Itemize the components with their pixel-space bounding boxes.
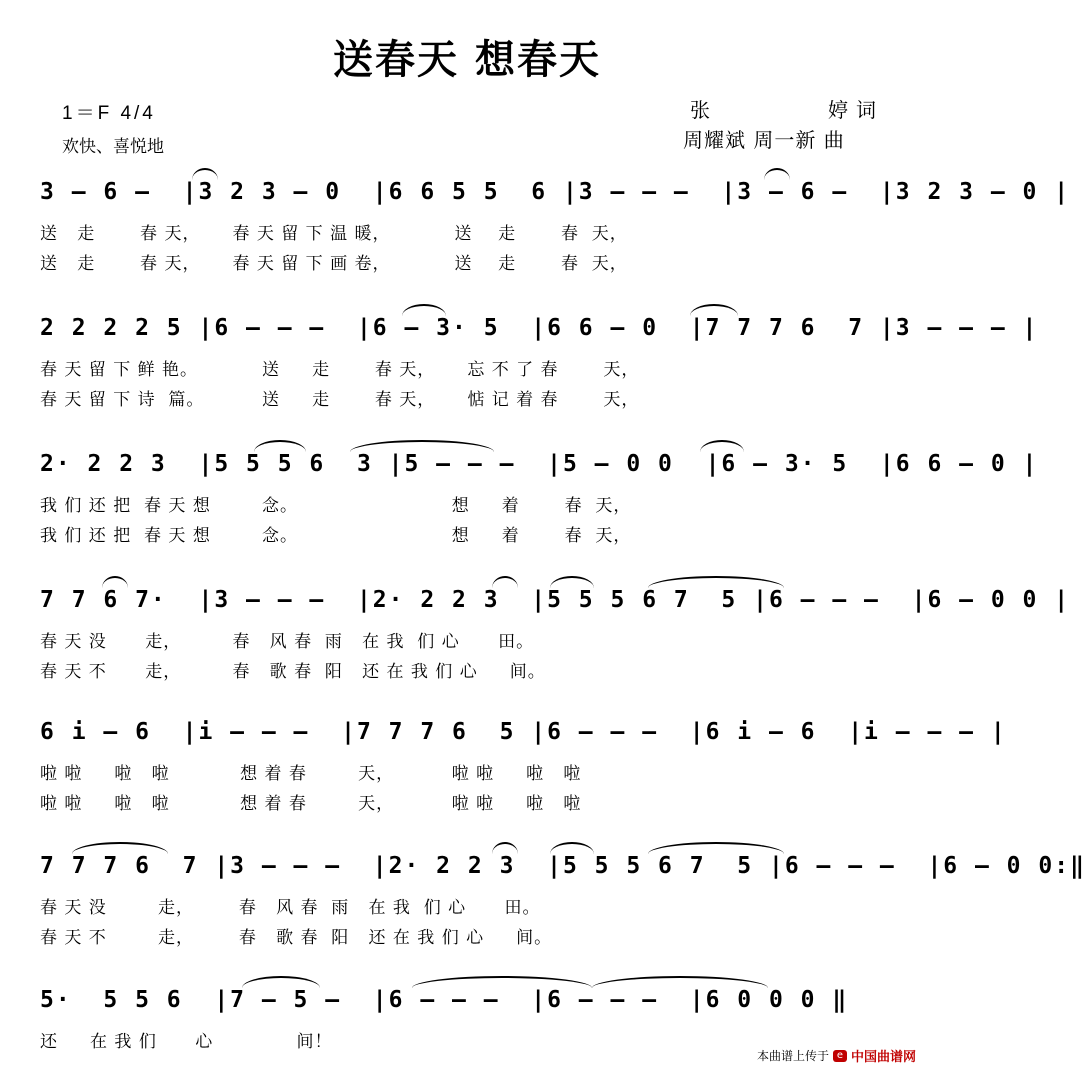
footer-credit <box>757 1046 916 1065</box>
slur-mark <box>72 842 168 854</box>
lyric-verse-1: 春 天 没 走， 春 风 春 雨 在 我 们 心 田。 <box>40 898 541 918</box>
slur-mark <box>492 576 518 588</box>
slur-mark <box>350 440 494 452</box>
composer-credit: 周耀斌 周一新 曲 <box>683 128 845 152</box>
slur-mark <box>192 168 218 180</box>
lyric-verse-1: 我 们 还 把 春 天 想 念。 想 着 春 天， <box>40 496 632 516</box>
lyric-verse-1: 啦 啦 啦 啦 想 着 春 天， 啦 啦 啦 啦 <box>40 764 582 784</box>
slur-mark <box>254 440 306 452</box>
lyric-verse-1: 春 天 没 走， 春 风 春 雨 在 我 们 心 田。 <box>40 632 535 652</box>
notes-line: 5· 5 5 6 |7 – 5 – |6 – – – |6 – – – |6 0 0 0 ‖ <box>40 987 849 1013</box>
lyricist-name-a: 张 <box>690 98 710 122</box>
lyric-verse-2: 啦 啦 啦 啦 想 着 春 天， 啦 啦 啦 啦 <box>40 794 582 814</box>
key-signature: 1＝F 4/4 <box>62 103 156 124</box>
score-row-1 <box>40 176 1071 286</box>
slur-mark <box>700 440 744 452</box>
lyric-verse-2: 春 天 不 走， 春 歌 春 阳 还 在 我 们 心 间。 <box>40 662 546 682</box>
slur-mark <box>550 842 594 854</box>
site-logo-icon: e <box>833 1050 847 1062</box>
lyric-verse-2: 春 天 留 下 诗 篇。 送 走 春 天， 惦 记 着 春 天， <box>40 390 640 410</box>
slur-mark <box>402 304 446 316</box>
site-logo[interactable]: 中国曲谱网 <box>850 1050 916 1065</box>
lyric-verse-1: 还 在 我 们 心 间！ <box>40 1032 333 1052</box>
page-title: 送春天 想春天 <box>333 37 601 83</box>
lyricist-role: 词 <box>856 98 876 122</box>
lyric-verse-2: 春 天 不 走， 春 歌 春 阳 还 在 我 们 心 间。 <box>40 928 553 948</box>
score-row-3 <box>40 448 1039 558</box>
slur-mark <box>764 168 790 180</box>
lyric-verse-1: 春 天 留 下 鲜 艳。 送 走 春 天， 忘 不 了 春 天， <box>40 360 640 380</box>
notes-line: 7 7 6 7· |3 – – – |2· 2 2 3 |5 5 5 6 7 5 |6 – – – |6 – 0 0 | <box>40 587 1071 613</box>
notes-line: 7 7 7 6 7 |3 – – – |2· 2 2 3 |5 5 5 6 7 5 |6 – – – |6 – 0 0:‖ <box>40 853 1086 879</box>
slur-mark <box>412 976 592 988</box>
lyric-verse-1: 送 走 春 天， 春 天 留 下 温 暖， 送 走 春 天， <box>40 224 628 244</box>
lyric-verse-2: 送 走 春 天， 春 天 留 下 画 卷， 送 走 春 天， <box>40 254 628 274</box>
slur-mark <box>102 576 128 588</box>
lyricist-name-b: 婷 <box>828 98 848 122</box>
notes-line: 2· 2 2 3 |5 5 5 6 3 |5 – – – |5 – 0 0 |6 – 3· 5 |6 6 – 0 | <box>40 451 1039 477</box>
lyric-verse-2: 我 们 还 把 春 天 想 念。 想 着 春 天， <box>40 526 632 546</box>
slur-mark <box>242 976 320 988</box>
score-row-2 <box>40 312 1039 422</box>
notes-line: 3 – 6 – |3 2 3 – 0 |6 6 5 5 6 |3 – – – |3 – 6 – |3 2 3 – 0 | <box>40 179 1071 205</box>
slur-mark <box>592 976 768 988</box>
notes-line: 6 i – 6 |i – – – |7 7 7 6 5 |6 – – – |6 i – 6 |i – – – | <box>40 719 1007 745</box>
lyricist-credit <box>690 94 876 123</box>
slur-mark <box>648 842 784 854</box>
slur-mark <box>690 304 738 316</box>
score-row-4 <box>40 584 1071 694</box>
score-row-6 <box>40 850 1086 960</box>
notes-line: 2 2 2 2 5 |6 – – – |6 – 3· 5 |6 6 – 0 |7 7 7 6 7 |3 – – – | <box>40 315 1039 341</box>
slur-mark <box>648 576 784 588</box>
slur-mark <box>492 842 518 854</box>
upload-text: 本曲谱上传于 <box>756 1049 829 1063</box>
tempo-marking: 欢快、喜悦地 <box>62 137 164 157</box>
slur-mark <box>550 576 594 588</box>
score-row-5 <box>40 716 1007 826</box>
